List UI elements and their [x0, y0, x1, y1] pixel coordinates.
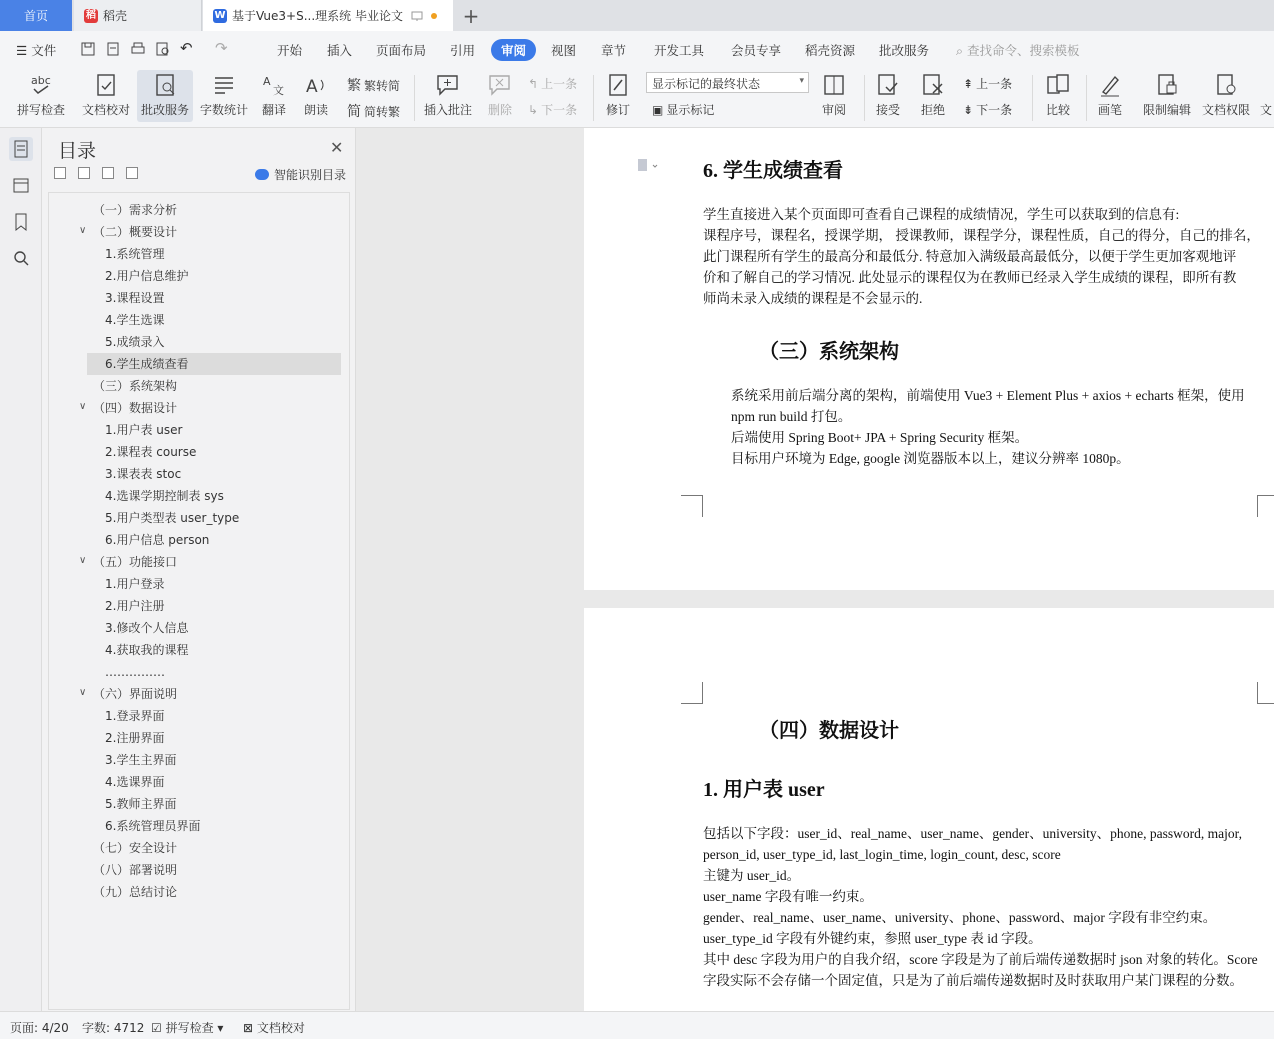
- toc-item[interactable]: （一）需求分析: [93, 203, 178, 217]
- paragraph-line: 此门课程所有学生的最高分和最低分. 特意加入满级最高最低分，以便于学生更加客观地评: [703, 249, 1237, 264]
- spell-check-button[interactable]: [8, 70, 74, 122]
- chevron-down-icon[interactable]: ∨: [79, 687, 87, 698]
- heading-user-table: 1. 用户表 user: [703, 779, 825, 801]
- ai-icon: [255, 169, 269, 180]
- tab-docer[interactable]: [74, 0, 202, 31]
- markup-state-value: 显示标记的最终状态: [652, 77, 761, 91]
- show-markup-button[interactable]: [652, 101, 714, 118]
- menu-correction[interactable]: 批改服务: [879, 43, 930, 58]
- menu-member[interactable]: 会员专享: [731, 43, 782, 58]
- spell-check-status-label: 拼写检查: [165, 1021, 214, 1035]
- reject-label: 拒绝: [920, 103, 945, 117]
- menu-developer[interactable]: 开发工具: [654, 43, 705, 58]
- doc-check-button[interactable]: [78, 70, 134, 122]
- command-search-label: 查找命令、搜索模板: [967, 43, 1080, 58]
- menu-docer[interactable]: 稻壳资源: [805, 43, 856, 58]
- toc-item[interactable]: 4.选课界面: [105, 775, 165, 789]
- next-change-label: 下一条: [976, 103, 1013, 117]
- heading-data-design: （四）数据设计: [759, 720, 899, 742]
- collapse-all-icon[interactable]: [54, 167, 66, 179]
- tab-bar: [0, 0, 1274, 31]
- prev-comment-button[interactable]: [528, 75, 577, 92]
- menu-insert[interactable]: 插入: [327, 43, 353, 58]
- markup-state-select[interactable]: [646, 72, 809, 93]
- toc-item[interactable]: 2.用户注册: [105, 599, 165, 613]
- toc-item[interactable]: （九）总结讨论: [93, 885, 178, 899]
- toc-panel-icon[interactable]: [9, 137, 33, 161]
- show-markup-label: 显示标记: [666, 103, 715, 117]
- word-count-icon: [211, 72, 237, 98]
- review-pane-button[interactable]: [816, 70, 852, 122]
- expand-up-icon[interactable]: [78, 167, 90, 179]
- doc-permission-button[interactable]: [1199, 70, 1253, 122]
- paragraph-line: 课程序号，课程名，授课学期， 授课教师，课程学分，课程性质，自己的得分，自己的排名，: [703, 228, 1260, 243]
- new-tab-button[interactable]: +: [462, 3, 480, 28]
- paragraph-line: person_id, user_type_id, last_login_time, login_count, desc, score: [703, 847, 1061, 862]
- prev-change-icon: ⇞: [963, 76, 974, 91]
- reject-button[interactable]: [915, 70, 951, 122]
- revise-label: 修订: [605, 103, 630, 117]
- toc-panel: [42, 128, 356, 1011]
- heading-student-score: 6. 学生成绩查看: [703, 160, 843, 182]
- toc-item[interactable]: 2.用户信息维护: [105, 269, 189, 283]
- toc-item[interactable]: 1.用户表 user: [105, 423, 183, 437]
- correction-service-button[interactable]: [137, 70, 193, 122]
- tab-document-label: 基于Vue3+S...理系统 毕业论文: [232, 9, 403, 23]
- menu-bar: [0, 31, 1274, 67]
- svg-text:文: 文: [273, 84, 284, 97]
- smart-toc-button[interactable]: [255, 166, 346, 183]
- delete-label: 删除: [487, 103, 512, 117]
- paragraph-line: user_type_id 字段有外键约束，参照 user_type 表 id 字段。: [703, 931, 1042, 946]
- export-pdf-icon[interactable]: [105, 41, 121, 57]
- document-canvas[interactable]: [357, 128, 1274, 1011]
- margin-corner-mark: [681, 495, 703, 517]
- delete-comment-button[interactable]: [480, 70, 520, 122]
- prev-comment-label: 上一条: [541, 77, 578, 91]
- review-pane-icon: [821, 72, 847, 98]
- prev-change-label: 上一条: [976, 77, 1013, 91]
- doc-check-status[interactable]: [243, 1019, 305, 1036]
- page-indicator[interactable]: 页面: 4/20: [10, 1021, 69, 1035]
- toc-item[interactable]: 3.修改个人信息: [105, 621, 189, 635]
- doc-check-label: 文档校对: [81, 103, 130, 117]
- next-comment-label: 下一条: [541, 103, 578, 117]
- restrict-edit-icon: [1154, 72, 1180, 98]
- paragraph-line: 目标用户环境为 Edge, google 浏览器版本以上，建议分辨率 1080p。: [731, 451, 1130, 466]
- toc-item[interactable]: （五）功能接口: [93, 555, 178, 569]
- tab-home-label: 首页: [23, 9, 48, 23]
- menu-start[interactable]: 开始: [277, 43, 303, 58]
- toc-list: [48, 192, 350, 1010]
- file-menu-label: 文件: [31, 43, 57, 58]
- docer-logo-icon: 稻: [86, 9, 96, 21]
- restrict-edit-button[interactable]: [1140, 70, 1194, 122]
- toc-item[interactable]: 5.教师主界面: [105, 797, 177, 811]
- word-logo-icon: W: [214, 9, 226, 21]
- accept-label: 接受: [875, 103, 900, 117]
- svg-text:A: A: [306, 77, 318, 97]
- toc-item[interactable]: （四）数据设计: [93, 401, 178, 415]
- trad-to-simp-button[interactable]: [347, 75, 400, 95]
- menu-chapter[interactable]: 章节: [601, 43, 627, 58]
- chevron-down-icon[interactable]: ∨: [79, 401, 87, 412]
- save-icon[interactable]: [80, 41, 96, 57]
- word-count-button[interactable]: [198, 70, 250, 122]
- svg-text:A: A: [263, 75, 271, 88]
- toc-item[interactable]: （七）安全设计: [93, 841, 178, 855]
- next-change-icon: ⇟: [963, 102, 974, 117]
- ribbon-overflow-label: 文: [1259, 103, 1272, 117]
- remove-heading-icon[interactable]: [126, 167, 138, 179]
- prev-comment-icon: ↰: [528, 76, 539, 91]
- toc-item[interactable]: 1.用户登录: [105, 577, 165, 591]
- toc-item[interactable]: 1.登录界面: [105, 709, 165, 723]
- margin-corner-mark: [1257, 495, 1274, 517]
- smart-toc-label: 智能识别目录: [274, 168, 347, 182]
- toc-item[interactable]: ……………: [105, 665, 165, 679]
- search-icon: ⌕: [956, 43, 964, 58]
- chevron-down-icon[interactable]: ∨: [79, 555, 87, 566]
- paragraph-line: 后端使用 Spring Boot+ JPA + Spring Security 框架。: [731, 430, 1029, 445]
- next-comment-button[interactable]: [528, 101, 577, 118]
- word-count-indicator[interactable]: 字数: 4712: [82, 1021, 145, 1035]
- revise-button[interactable]: [600, 70, 636, 122]
- read-aloud-icon: [303, 72, 329, 98]
- paragraph-line: 其中 desc 字段为用户的自我介绍，score 字段是为了前后端传递数据时 json 对象的转化。Score: [703, 952, 1258, 967]
- redo-icon[interactable]: ↷: [215, 39, 228, 57]
- toc-item[interactable]: 4.学生选课: [105, 313, 165, 327]
- menu-layout[interactable]: 页面布局: [376, 43, 427, 58]
- separator: [1032, 75, 1033, 121]
- file-menu[interactable]: ☰ 文件: [16, 43, 57, 58]
- spell-check-toggle[interactable]: ☑ 拼写检查 ▾: [151, 1021, 224, 1035]
- toc-item[interactable]: （六）界面说明: [93, 687, 178, 701]
- checkbox-checked-icon: ☑: [151, 1021, 162, 1035]
- margin-corner-mark: [1257, 682, 1274, 704]
- nav-side-strip: [0, 128, 42, 1011]
- toc-item[interactable]: （八）部署说明: [93, 863, 178, 877]
- doc-permission-label: 文档权限: [1201, 103, 1250, 117]
- comment-add-icon: [435, 72, 461, 98]
- separator: [1086, 75, 1087, 121]
- paragraph-line: 字段实际不会存储一个固定值，只是为了前后端传递数据时及时获取用户某门课程的分数。: [703, 973, 1243, 988]
- toc-item[interactable]: 6.用户信息 person: [105, 533, 210, 547]
- toc-item[interactable]: 3.课表表 stoc: [105, 467, 182, 481]
- toc-item[interactable]: （三）系统架构: [93, 379, 178, 393]
- toc-item[interactable]: 3.学生主界面: [105, 753, 177, 767]
- bookmark-icon[interactable]: [9, 210, 33, 234]
- toc-item[interactable]: 3.课程设置: [105, 291, 165, 305]
- accept-icon: [875, 72, 901, 98]
- simp-label: 简转繁: [364, 104, 401, 119]
- margin-corner-mark: [681, 682, 703, 704]
- document-page[interactable]: [584, 128, 1274, 590]
- revise-icon: [605, 72, 631, 98]
- paragraph-line: 学生直接进入某个页面即可查看自己课程的成绩情况，学生可以获取到的信息有:: [703, 207, 1180, 222]
- toc-item[interactable]: 6.系统管理员界面: [105, 819, 201, 833]
- paragraph-line: 包括以下字段：user_id、real_name、user_name、gender、university、phone, password, major,: [703, 826, 1242, 841]
- toc-item[interactable]: 5.用户类型表 user_type: [105, 511, 240, 525]
- paragraph-line: 师尚未录入成绩的课程是不会显示的.: [703, 291, 923, 306]
- toc-item[interactable]: 4.获取我的课程: [105, 643, 189, 657]
- read-aloud-button[interactable]: [298, 70, 334, 122]
- compare-icon: [1045, 72, 1071, 98]
- next-comment-icon: ↳: [528, 102, 539, 117]
- review-pane-label: 审阅: [821, 103, 846, 117]
- compare-button[interactable]: [1038, 70, 1078, 122]
- translate-icon: [261, 72, 287, 98]
- separator: [864, 75, 865, 121]
- restrict-edit-label: 限制编辑: [1142, 103, 1191, 117]
- correction-icon: [152, 72, 178, 98]
- undo-icon[interactable]: ↶: [180, 39, 193, 57]
- paragraph-line: 价和了解自己的学习情况. 此处显示的课程仅为在教师已经录入学生成绩的课程，即所有教: [703, 270, 1237, 285]
- menu-review[interactable]: 审阅: [491, 39, 536, 61]
- toc-item[interactable]: 2.课程表 course: [105, 445, 197, 459]
- pen-icon: [1097, 72, 1123, 98]
- spell-check-icon: [28, 72, 54, 98]
- print-preview-icon[interactable]: [155, 41, 171, 57]
- simp-to-trad-button[interactable]: [347, 101, 400, 121]
- insert-comment-label: 插入批注: [423, 103, 472, 117]
- add-heading-icon[interactable]: [102, 167, 114, 179]
- trad-label: 繁转简: [364, 78, 401, 93]
- translate-label: 翻译: [261, 103, 286, 117]
- command-search[interactable]: [956, 41, 1080, 59]
- paragraph-line: user_name 字段有唯一约束。: [703, 889, 873, 904]
- translate-button[interactable]: [256, 70, 292, 122]
- prev-change-button[interactable]: [963, 75, 1012, 92]
- toc-item[interactable]: 2.注册界面: [105, 731, 165, 745]
- tab-home[interactable]: [0, 0, 72, 31]
- read-aloud-label: 朗读: [303, 103, 328, 117]
- ribbon: [0, 67, 1274, 128]
- doc-check-status-label: 文档校对: [256, 1021, 305, 1035]
- word-count-label: 字数统计: [199, 103, 248, 117]
- chevron-down-icon[interactable]: ∨: [79, 225, 87, 236]
- heading-architecture: （三）系统架构: [759, 341, 899, 363]
- next-change-button[interactable]: [963, 101, 1012, 118]
- show-markup-icon: ▣: [652, 102, 664, 117]
- spell-check-label: 拼写检查: [16, 103, 65, 117]
- paragraph-line: 主键为 user_id。: [703, 868, 801, 883]
- toc-title: 目录: [58, 140, 97, 162]
- search-icon[interactable]: [9, 246, 33, 270]
- navigation-icon[interactable]: [9, 173, 33, 197]
- toc-item[interactable]: 1.系统管理: [105, 247, 165, 261]
- svg-text:abc: abc: [31, 74, 51, 87]
- accept-button[interactable]: [870, 70, 906, 122]
- ribbon-overflow-button[interactable]: [1258, 70, 1274, 122]
- unsaved-dot-icon: [431, 13, 437, 19]
- doc-check-icon: [93, 72, 119, 98]
- paragraph-menu-icon[interactable]: [636, 158, 660, 174]
- print-icon[interactable]: [130, 41, 146, 57]
- document-page[interactable]: [584, 608, 1274, 1011]
- toc-item[interactable]: 5.成绩录入: [105, 335, 165, 349]
- toc-item[interactable]: 4.选课学期控制表 sys: [105, 489, 224, 503]
- reject-icon: [920, 72, 946, 98]
- compare-label: 比较: [1045, 103, 1070, 117]
- correction-label: 批改服务: [140, 103, 189, 117]
- pen-label: 画笔: [1097, 103, 1122, 117]
- paragraph-line: 系统采用前后端分离的架构，前端使用 Vue3 + Element Plus + axios + echarts 框架，使用: [731, 388, 1245, 403]
- monitor-icon[interactable]: [411, 10, 423, 22]
- doc-check-status-icon: ⊠: [243, 1021, 254, 1035]
- insert-comment-button[interactable]: [420, 70, 476, 122]
- chevron-down-icon: ▾: [799, 76, 804, 86]
- status-bar: [0, 1011, 1274, 1039]
- close-icon[interactable]: ✕: [330, 138, 344, 157]
- separator: [593, 75, 594, 121]
- comment-delete-icon: [487, 72, 513, 98]
- menu-reference[interactable]: 引用: [450, 43, 476, 58]
- toc-item-selected[interactable]: 6.学生成绩查看: [87, 353, 341, 375]
- trad-icon: 繁: [347, 78, 361, 94]
- toc-item[interactable]: （二）概要设计: [93, 225, 178, 239]
- paragraph-line: gender、real_name、user_name、university、phone、password、major 字段有非空约束。: [703, 910, 1217, 925]
- tab-document[interactable]: [203, 0, 453, 31]
- doc-permission-icon: [1213, 72, 1239, 98]
- separator: [414, 75, 415, 121]
- menu-view[interactable]: 视图: [551, 43, 577, 58]
- simp-icon: 简: [347, 104, 361, 120]
- pen-button[interactable]: [1092, 70, 1128, 122]
- paragraph-line: npm run build 打包。: [731, 409, 852, 424]
- tab-docer-label: 稻壳: [103, 9, 128, 23]
